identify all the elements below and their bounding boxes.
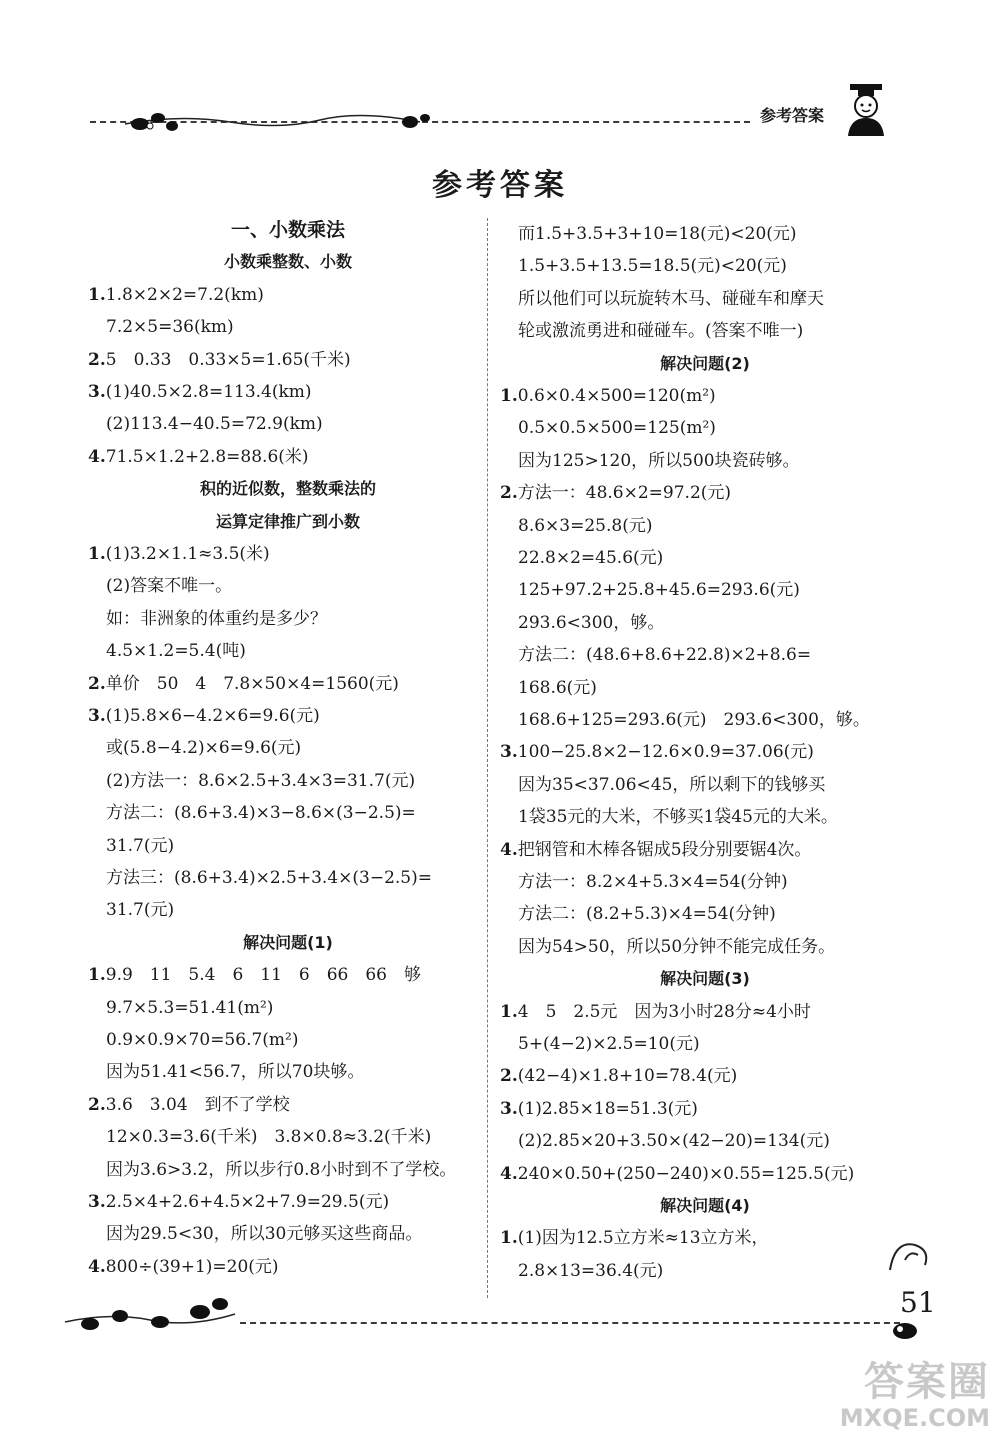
answer-number: 1. xyxy=(500,386,518,406)
answer-item xyxy=(500,384,716,408)
answer-line: (2)答案不唯一。 xyxy=(106,576,233,597)
answer-number: 1. xyxy=(88,965,106,986)
answer-item xyxy=(500,1226,769,1250)
answer-item xyxy=(88,704,320,728)
answer-text: 方法一：48.6×2=97.2(元) xyxy=(517,483,732,504)
answer-line: 方法二：(8.6+3.4)×3−8.6×(3−2.5)= xyxy=(106,803,416,824)
answer-line: 因为125>120，所以500块瓷砖够。 xyxy=(518,450,800,471)
answer-number: 2. xyxy=(88,673,106,694)
mascot-scholar-icon xyxy=(836,78,896,138)
section-heading: 小数乘整数、小数 xyxy=(223,252,352,272)
answer-number: 2. xyxy=(500,1066,518,1087)
answer-number: 2. xyxy=(88,1094,106,1115)
answer-text: 100−25.8×2−12.6×0.9=37.06(元) xyxy=(517,742,814,763)
answer-text: (1)3.2×1.1≈3.5(米) xyxy=(105,544,270,564)
answer-number: 1. xyxy=(500,1001,518,1022)
answer-item xyxy=(500,1000,811,1024)
answer-item xyxy=(500,1097,698,1121)
footer-vine-ornament xyxy=(60,1292,240,1340)
page-number-flourish xyxy=(880,1230,940,1280)
answer-number: 3. xyxy=(88,1192,106,1212)
answer-number: 4. xyxy=(500,839,518,860)
section-heading: 一、小数乘法 xyxy=(230,219,345,241)
page-title: 参考答案 xyxy=(432,168,568,203)
watermark xyxy=(740,1360,990,1432)
answer-line: 方法一：8.2×4+5.3×4=54(分钟) xyxy=(518,872,788,892)
answer-text: 把钢管和木棒各锯成5段分别要锯4次。 xyxy=(517,839,812,860)
answer-text: (1)2.85×18=51.3(元) xyxy=(517,1098,698,1119)
answer-number: 4. xyxy=(88,446,106,467)
page-number: 51 xyxy=(900,1286,936,1319)
answer-text: 5 0.33 0.33×5=1.65(千米) xyxy=(105,349,351,370)
answer-item xyxy=(500,1064,737,1088)
answer-text: 单价 50 4 7.8×50×4=1560(元) xyxy=(105,673,399,694)
section-heading: 解决问题(2) xyxy=(660,353,750,373)
answer-item xyxy=(88,283,264,307)
answer-item xyxy=(88,348,351,372)
answer-text: (1)40.5×2.8=113.4(km) xyxy=(105,382,312,402)
answer-line: 168.6(元) xyxy=(518,677,597,698)
answer-number: 4. xyxy=(500,1163,518,1184)
answer-line: 5+(4−2)×2.5=10(元) xyxy=(518,1034,700,1054)
section-heading: 解决问题(4) xyxy=(660,1196,750,1215)
answer-line: 125+97.2+25.8+45.6=293.6(元) xyxy=(518,580,800,601)
answer-line: 168.6+125=293.6(元) 293.6<300，够。 xyxy=(518,710,870,730)
answer-line: 31.7(元) xyxy=(106,900,175,921)
answer-line: 而1.5+3.5+3+10=18(元)<20(元) xyxy=(518,224,797,244)
column-divider xyxy=(487,218,488,1298)
answer-line: 0.5×0.5×500=125(m²) xyxy=(518,418,716,439)
answer-text: (1)因为12.5立方米≈13立方米， xyxy=(517,1228,769,1249)
answer-number: 2. xyxy=(500,483,518,504)
answer-item xyxy=(88,963,421,987)
footer-right-ornament xyxy=(880,1316,930,1346)
section-heading: 积的近似数，整数乘法的 xyxy=(199,479,376,499)
answer-line: 293.6<300，够。 xyxy=(518,612,665,633)
answer-line: 因为54>50，所以50分钟不能完成任务。 xyxy=(518,936,836,957)
answer-number: 3. xyxy=(88,382,106,402)
section-heading: 解决问题(3) xyxy=(660,969,750,989)
answer-item xyxy=(88,542,270,566)
header-vine-ornament xyxy=(120,104,440,138)
answer-line: 因为35<37.06<45，所以剩下的钱够买 xyxy=(518,774,826,795)
answer-item xyxy=(88,1255,279,1279)
answer-text: 240×0.50+(250−240)×0.55=125.5(元) xyxy=(517,1163,855,1184)
answer-line: 因为29.5<30，所以30元够买这些商品。 xyxy=(106,1224,423,1245)
answer-text: (1)5.8×6−4.2×6=9.6(元) xyxy=(105,706,320,726)
answer-item xyxy=(88,672,399,696)
section-heading: 解决问题(1) xyxy=(243,932,333,952)
answer-item xyxy=(500,838,811,862)
answer-line: (2)方法一：8.6×2.5+3.4×3=31.7(元) xyxy=(106,770,416,791)
answer-line: 因为51.41<56.7，所以70块够。 xyxy=(106,1062,365,1083)
answer-text: 4 5 2.5元 因为3小时28分≈4小时 xyxy=(517,1001,811,1022)
answer-line: 12×0.3=3.6(千米) 3.8×0.8≈3.2(千米) xyxy=(106,1127,432,1148)
answer-item xyxy=(88,1190,389,1214)
answer-line: 8.6×3=25.8(元) xyxy=(518,515,653,536)
answer-item xyxy=(88,1093,290,1117)
answer-number: 3. xyxy=(500,1098,518,1119)
answer-number: 4. xyxy=(88,1256,106,1277)
answer-line: 1.5+3.5+13.5=18.5(元)<20(元) xyxy=(518,256,787,277)
answer-line: (2)2.85×20+3.50×(42−20)=134(元) xyxy=(518,1131,830,1152)
answer-text: 9.9 11 5.4 6 11 6 66 66 够 xyxy=(105,965,421,986)
answer-number: 1. xyxy=(88,544,106,564)
answer-text: 71.5×1.2+2.8=88.6(米) xyxy=(105,446,309,467)
answer-line: 2.8×13=36.4(元) xyxy=(518,1260,664,1281)
watermark-url: MXQE.COM xyxy=(839,1404,990,1432)
answer-line: 方法二：(8.2+5.3)×4=54(分钟) xyxy=(518,904,776,925)
answer-item xyxy=(88,445,309,469)
answer-line: 7.2×5=36(km) xyxy=(106,317,234,338)
answer-line: 或(5.8−4.2)×6=9.6(元) xyxy=(106,738,302,759)
answer-text: 1.8×2×2=7.2(km) xyxy=(105,284,264,305)
answer-line: 9.7×5.3=51.41(m²) xyxy=(106,997,274,1018)
answer-item xyxy=(500,1162,854,1186)
answer-text: 800÷(39+1)=20(元) xyxy=(105,1256,279,1277)
answer-line: 如：非洲象的体重约是多少？ xyxy=(106,608,327,629)
section-heading: 运算定律推广到小数 xyxy=(215,511,360,531)
answer-item xyxy=(500,740,814,764)
answer-number: 1. xyxy=(500,1228,518,1249)
answer-line: 所以他们可以玩旋转木马、碰碰车和摩天 xyxy=(518,288,824,309)
answer-line: (2)113.4−40.5=72.9(km) xyxy=(106,414,323,435)
answer-number: 1. xyxy=(88,284,106,305)
answer-line: 1袋35元的大米，不够买1袋45元的大米。 xyxy=(518,807,838,828)
answer-text: 3.6 3.04 到不了学校 xyxy=(105,1094,290,1115)
answer-line: 31.7(元) xyxy=(106,835,175,856)
header-label: 参考答案 xyxy=(760,106,825,125)
answer-text: 2.5×4+2.6+4.5×2+7.9=29.5(元) xyxy=(105,1192,390,1212)
answer-line: 因为3.6>3.2，所以步行0.8小时到不了学校。 xyxy=(106,1159,457,1180)
answer-text: (42−4)×1.8+10=78.4(元) xyxy=(517,1066,738,1087)
footer-rule xyxy=(240,1322,900,1324)
answer-line: 轮或激流勇进和碰碰车。(答案不唯一) xyxy=(518,321,804,342)
answer-number: 3. xyxy=(88,706,106,726)
answer-line: 方法二：(48.6+8.6+22.8)×2+8.6= xyxy=(518,645,812,666)
answer-number: 2. xyxy=(88,349,106,370)
answer-line: 4.5×1.2=5.4(吨) xyxy=(106,641,246,662)
answer-line: 22.8×2=45.6(元) xyxy=(518,548,664,568)
answer-item xyxy=(500,481,731,505)
watermark-logo-text: 答案圈 xyxy=(864,1359,990,1405)
answer-line: 0.9×0.9×70=56.7(m²) xyxy=(106,1030,299,1050)
answer-text: 0.6×0.4×500=120(m²) xyxy=(517,386,716,406)
answer-number: 3. xyxy=(500,742,518,763)
answer-line: 方法三：(8.6+3.4)×2.5+3.4×(3−2.5)= xyxy=(106,868,432,888)
answer-item xyxy=(88,380,312,404)
